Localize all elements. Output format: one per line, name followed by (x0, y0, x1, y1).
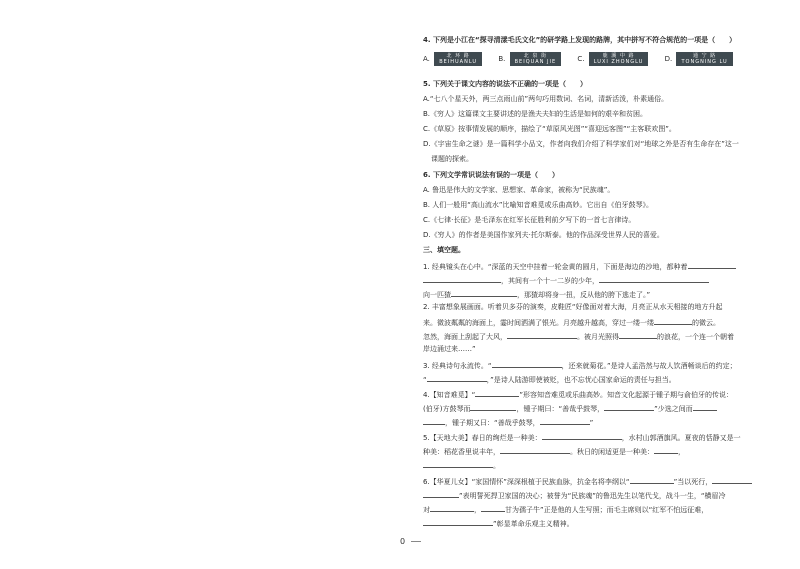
q4-stem: 4. 下列是小江在“探寻清漾毛氏文化”的研学路上发现的路牌，其中拼写不符合规范的一项是（ ） (423, 36, 737, 44)
blank[interactable] (654, 317, 692, 325)
f4-line1: 4.【知音难觅】“ ”形容知音难觅或乐曲高妙。知音文化起源于锺子期与俞伯牙的传说： (423, 391, 733, 399)
road-sign: 北 泉 街 BEIQUAN JIE (510, 52, 562, 66)
blank[interactable] (423, 518, 493, 526)
blank[interactable] (423, 275, 501, 283)
blank[interactable] (599, 275, 709, 283)
q5-option-c[interactable]: C.《草原》按事情发展的顺序，描绘了“草原风光图”“喜迎远客图”“主客联欢图”。 (423, 125, 676, 133)
f1-line1: 1. 经典镜头在心中。“深蓝的天空中挂着一轮金黄的圆月，下面是海边的沙地，都种着 (423, 261, 736, 272)
blank[interactable] (654, 446, 678, 454)
f2-line4: 岸边涌过来……” (423, 345, 476, 353)
f1-line3: 向一匹猹 ，那猹却将身一扭，反从他的胯下逃走了。” (423, 291, 651, 299)
q5-stem: 5. 下列关于课文内容的说法不正确的一项是（ ） (423, 80, 587, 88)
q5-option-d[interactable]: D.《宇宙生命之谜》是一篇科学小品文，作者向我们介绍了科学家们对“地球之外是否有生命存在”这一 (423, 140, 739, 148)
q4-option-c[interactable]: C. 鹿 溪 中 路 LUXI ZHONGLU (577, 52, 648, 66)
blank[interactable] (688, 261, 736, 269)
blank[interactable] (542, 432, 622, 440)
f4-line2: (伯牙)方鼓琴而 ，锺子期曰：“善哉乎鼓琴， ”少选之间而 (423, 403, 717, 414)
blank[interactable] (470, 403, 516, 411)
q4-options (423, 52, 737, 66)
q5-option-b[interactable]: B.《穷人》这篇课文主要讲述的是渔夫夫妇的生活是如何的艰辛和贫困。 (423, 110, 648, 118)
page-number-dash (411, 541, 421, 542)
blank[interactable] (712, 476, 752, 484)
blank[interactable] (427, 374, 487, 382)
q6-option-d[interactable]: D.《穷人》的作者是美国作家列夫·托尔斯泰。他的作品深受世界人民的喜爱。 (423, 231, 664, 239)
f6-line4: ”彰显革命乐观主义精神。 (423, 518, 574, 529)
q4-option-d[interactable]: D. 通 宁 路 TONGNING LU (665, 52, 733, 66)
f2-line1: 2. 丰富想象展画面。听着贝多芬的演奏，皮鞋匠“好像面对着大海，月亮正从水天相接的地方升起 (423, 303, 723, 311)
blank[interactable] (619, 331, 657, 339)
blank[interactable] (475, 389, 519, 397)
blank[interactable] (604, 403, 654, 411)
q6-option-a[interactable]: A. 鲁迅是伟大的文学家、思想家、革命家，被称为“民族魂”。 (423, 186, 615, 194)
blank[interactable] (507, 331, 577, 339)
blank[interactable] (693, 403, 717, 411)
f2-line3: 忽然，海面上刮起了大风， 。被月光照得 的浪花，一个连一个朝着 (423, 333, 734, 341)
f4-line3: ，锺子期又曰：“善哉乎鼓琴， ” (423, 417, 593, 428)
f6-line3: 对 ， 甘为孺子牛”正是他的人生写照；而毛主席则以“红军不怕远征难， (423, 506, 709, 514)
blank[interactable] (630, 476, 674, 484)
f5-line2: 种美：稻花香里说丰年， 。秋日的闲适更是一种美： ， (423, 448, 685, 456)
f1-line2: ，其间有一个十一二岁的少年， (423, 275, 709, 286)
blank[interactable] (540, 417, 590, 425)
blank[interactable] (423, 490, 459, 498)
q4-option-b[interactable]: B. 北 泉 街 BEIQUAN JIE (498, 52, 561, 66)
q5-option-d-cont: 课题的探索。 (431, 155, 473, 163)
road-sign: 鹿 溪 中 路 LUXI ZHONGLU (589, 52, 649, 66)
q4-option-a[interactable]: A. 北 环 路 BEIHUANLU (423, 52, 482, 66)
blank[interactable] (481, 504, 505, 512)
road-sign: 通 宁 路 TONGNING LU (676, 52, 732, 66)
f3-line2: “ ，”是诗人陆游即使被贬，也不忘忧心国家命运的责任与担当。 (423, 376, 676, 384)
blank[interactable] (423, 417, 445, 425)
f2-line2: 来。微波粼粼的海面上，霎时间洒满了银光。月亮越升越高，穿过一缕一缕 的微云。 (423, 319, 720, 327)
blank[interactable] (492, 360, 562, 368)
f5-line3: 。 (423, 460, 500, 471)
f3-line1: 3. 经典诗句永流传。“ ，还来就菊花。”是诗人孟浩然与故人饮酒畅谈后的约定； (423, 362, 737, 370)
road-sign: 北 环 路 BEIHUANLU (434, 52, 482, 66)
f6-line1: 6.【华夏儿女】“家国情怀”深深根植于民族血脉，抗金名将李纲以“ ”当以死行， (423, 476, 752, 487)
q5-option-a[interactable]: A.“七八个星天外，两三点雨山前”两句巧用数词、名词，清新活泼，朴素通俗。 (423, 95, 669, 103)
blank[interactable] (500, 446, 570, 454)
q6-option-b[interactable]: B. 人们一般用“高山流水”比喻知音难觅或乐曲高妙。它出自《伯牙鼓琴》。 (423, 201, 654, 209)
f5-line1: 5.【天地大美】春日的绚烂是一种美： ，水村山郭酒旗风。夏夜的恬静又是一 (423, 434, 741, 442)
f6-line2: ”表明誓死捍卫家国的决心；被誉为“民族魂”的鲁迅先生以笔代戈，战斗一生，“横眉冷 (423, 490, 726, 501)
blank[interactable] (430, 504, 474, 512)
page-number: 0 (400, 537, 406, 546)
blank[interactable] (423, 460, 493, 468)
q6-option-c[interactable]: C.《七律·长征》是毛泽东在红军长征胜利前夕写下的一首七言律诗。 (423, 216, 636, 224)
section-title: 三、填空题。 (423, 246, 465, 254)
q6-stem: 6. 下列文学常识说法有误的一项是（ ） (423, 171, 559, 179)
blank[interactable] (451, 289, 517, 297)
